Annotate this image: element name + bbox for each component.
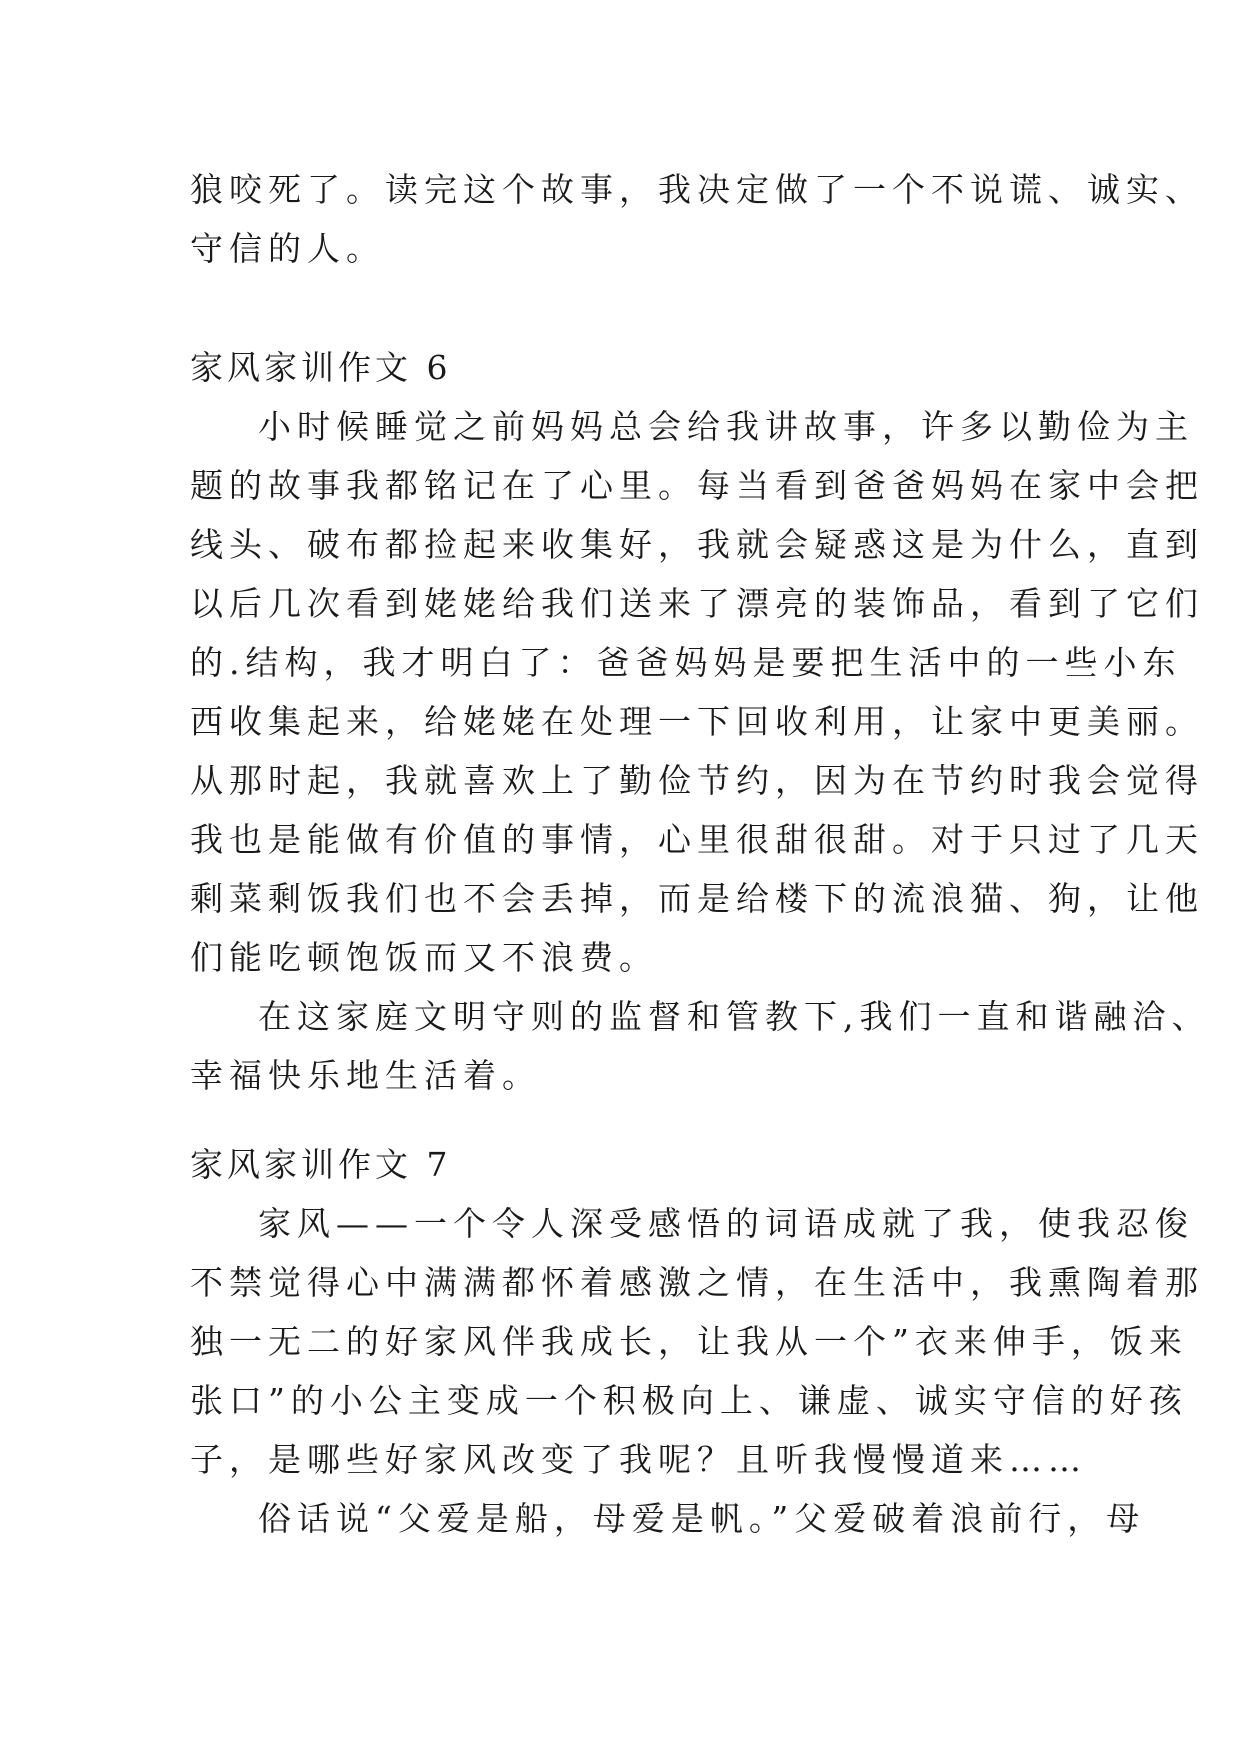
paragraph-line: 守信的人。 [190,229,385,268]
section-heading: 家风家训作文 6 [190,348,452,387]
paragraph-line: 从那时起，我就喜欢上了勤俭节约，因为在节约时我会觉得 [190,761,1204,800]
paragraph-line: 俗话说“父爱是船，母爱是帆。”父爱破着浪前行，母 [258,1499,1146,1538]
paragraph-line: 题的故事我都铭记在了心里。每当看到爸爸妈妈在家中会把 [190,466,1204,505]
paragraph-line: 小时候睡觉之前妈妈总会给我讲故事，许多以勤俭为主 [258,407,1194,446]
paragraph-line: 以后几次看到姥姥给我们送来了漂亮的装饰品，看到了它们 [190,584,1204,623]
paragraph-line: 子，是哪些好家风改变了我呢？且听我慢慢道来…… [190,1440,1087,1479]
intro-paragraph [190,160,1204,278]
paragraph-line: 幸福快乐地生活着。 [190,1056,541,1095]
section-heading: 家风家训作文 7 [190,1145,452,1184]
paragraph-line: 剩菜剩饭我们也不会丢掉，而是给楼下的流浪猫、狗，让他 [190,879,1204,918]
paragraph-line: 独一无二的好家风伴我成长，让我从一个”衣来伸手，饭来 [190,1322,1188,1361]
paragraph-line: 的.结构，我才明白了：爸爸妈妈是要把生活中的一些小东 [190,643,1182,682]
paragraph-line: 线头、破布都捡起来收集好，我就会疑惑这是为什么，直到 [190,525,1204,564]
paragraph-line: 西收集起来，给姥姥在处理一下回收利用，让家中更美丽。 [190,702,1204,741]
paragraph-line: 我也是能做有价值的事情，心里很甜很甜。对于只过了几天 [190,820,1204,859]
paragraph-line: 狼咬死了。读完这个故事，我决定做了一个不说谎、诚实、 [190,170,1204,209]
paragraph-line: 在这家庭文明守则的监督和管教下,我们一直和谐融洽、 [258,997,1211,1036]
paragraph-line: 们能吃顿饱饭而又不浪费。 [190,938,658,977]
essay-section-6 [190,338,1211,1105]
paragraph-line: 张口”的小公主变成一个积极向上、谦虚、诚实守信的好孩 [190,1381,1188,1420]
paragraph-line: 家风——一个令人深受感悟的词语成就了我，使我忍俊 [258,1204,1194,1243]
paragraph-line: 不禁觉得心中满满都怀着感激之情，在生活中，我熏陶着那 [190,1263,1204,1302]
essay-section-7 [190,1135,1204,1548]
